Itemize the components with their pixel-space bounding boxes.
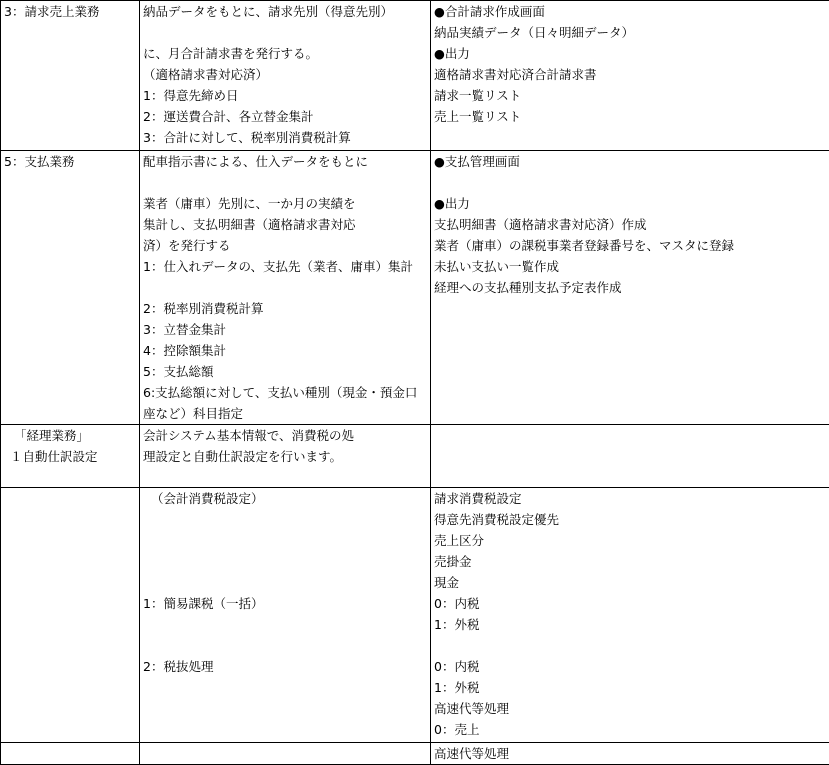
cell-text: 6:支払総額に対して、支払い種別（現金・預金口座など）科目指定 <box>143 382 427 424</box>
cell-category <box>1 488 140 743</box>
cell-output <box>431 425 829 488</box>
cell-text: 売掛金 <box>434 551 826 572</box>
cell-text: 会計システム基本情報で、消費税の処 <box>143 425 427 446</box>
cell-text: 高速代等処理 <box>434 698 826 719</box>
table-row <box>1 1 829 151</box>
cell-text <box>143 509 427 530</box>
cell-text: に、月合計請求書を発行する。 <box>143 43 427 64</box>
cell-text: 1：簡易課税（一括） <box>143 593 427 614</box>
cell-text: ●出力 <box>434 43 826 64</box>
cell-text <box>143 530 427 551</box>
cell-text: 2：運送費合計、各立替金集計 <box>143 106 427 127</box>
cell-text: 理設定と自動仕訳設定を行います。 <box>143 446 427 467</box>
cell-description <box>140 425 431 488</box>
cell-text: 請求一覧リスト <box>434 85 826 106</box>
cell-text: 5：支払業務 <box>4 151 136 172</box>
cell-text: 売上一覧リスト <box>434 106 826 127</box>
cell-text: 請求消費税設定 <box>434 488 826 509</box>
cell-text: 高速代等処理 <box>434 743 826 764</box>
cell-category <box>1 425 140 488</box>
cell-text: 1：得意先締め日 <box>143 85 427 106</box>
cell-text: ●支払管理画面 <box>434 151 826 172</box>
cell-category <box>1 743 140 765</box>
cell-text: １自動仕訳設定 <box>4 446 136 467</box>
cell-text: 3：立替金集計 <box>143 319 427 340</box>
cell-output <box>431 151 829 425</box>
cell-text: 業者（庸車）先別に、一か月の実績を <box>143 193 427 214</box>
cell-text <box>434 172 826 193</box>
cell-text: 0：内税 <box>434 593 826 614</box>
cell-description <box>140 488 431 743</box>
cell-text: 5：支払総額 <box>143 361 427 382</box>
cell-text: 支払明細書（適格請求書対応済）作成 <box>434 214 826 235</box>
cell-text: 0：内税 <box>434 656 826 677</box>
table-row <box>1 151 829 425</box>
cell-text: 3：請求売上業務 <box>4 1 136 22</box>
cell-text: 現金 <box>434 572 826 593</box>
table-row <box>1 488 829 743</box>
cell-text: 2：税抜処理 <box>143 656 427 677</box>
cell-text: 業者（庸車）の課税事業者登録番号を、マスタに登録 <box>434 235 826 256</box>
cell-text: 納品データをもとに、請求先別（得意先別） <box>143 1 427 43</box>
cell-description <box>140 743 431 765</box>
cell-description <box>140 151 431 425</box>
cell-category <box>1 151 140 425</box>
cell-text <box>143 572 427 593</box>
cell-output <box>431 1 829 151</box>
cell-text: 2：税率別消費税計算 <box>143 298 427 319</box>
cell-text: 適格請求書対応済合計請求書 <box>434 64 826 85</box>
table-row <box>1 425 829 488</box>
cell-text: 得意先消費税設定優先 <box>434 509 826 530</box>
cell-text: 1：仕入れデータの、支払先（業者、庸車）集計 <box>143 256 427 298</box>
cell-text: 済）を発行する <box>143 235 427 256</box>
table-row <box>1 743 829 765</box>
cell-description <box>140 1 431 151</box>
cell-output <box>431 743 829 765</box>
cell-text <box>143 614 427 635</box>
cell-text: 経理への支払種別支払予定表作成 <box>434 277 826 298</box>
cell-text: ●合計請求作成画面 <box>434 1 826 22</box>
cell-text <box>143 635 427 656</box>
cell-output <box>431 488 829 743</box>
cell-text: 売上区分 <box>434 530 826 551</box>
cell-text: 「経理業務」 <box>4 425 136 446</box>
cell-category <box>1 1 140 151</box>
cell-text: （適格請求書対応済） <box>143 64 427 85</box>
cell-text: 0：売上 <box>434 719 826 740</box>
cell-text: 4：控除額集計 <box>143 340 427 361</box>
cell-text: 納品実績データ（日々明細データ） <box>434 22 826 43</box>
cell-text: 3：合計に対して、税率別消費税計算 <box>143 127 427 148</box>
cell-text: 集計し、支払明細書（適格請求書対応 <box>143 214 427 235</box>
cell-text: ●出力 <box>434 193 826 214</box>
cell-text: 配車指示書による、仕入データをもとに <box>143 151 427 193</box>
cell-text <box>434 635 826 656</box>
cell-text <box>143 551 427 572</box>
cell-text: 1：外税 <box>434 677 826 698</box>
cell-text: 未払い支払い一覧作成 <box>434 256 826 277</box>
cell-text: 1：外税 <box>434 614 826 635</box>
cell-text: （会計消費税設定） <box>143 488 427 509</box>
